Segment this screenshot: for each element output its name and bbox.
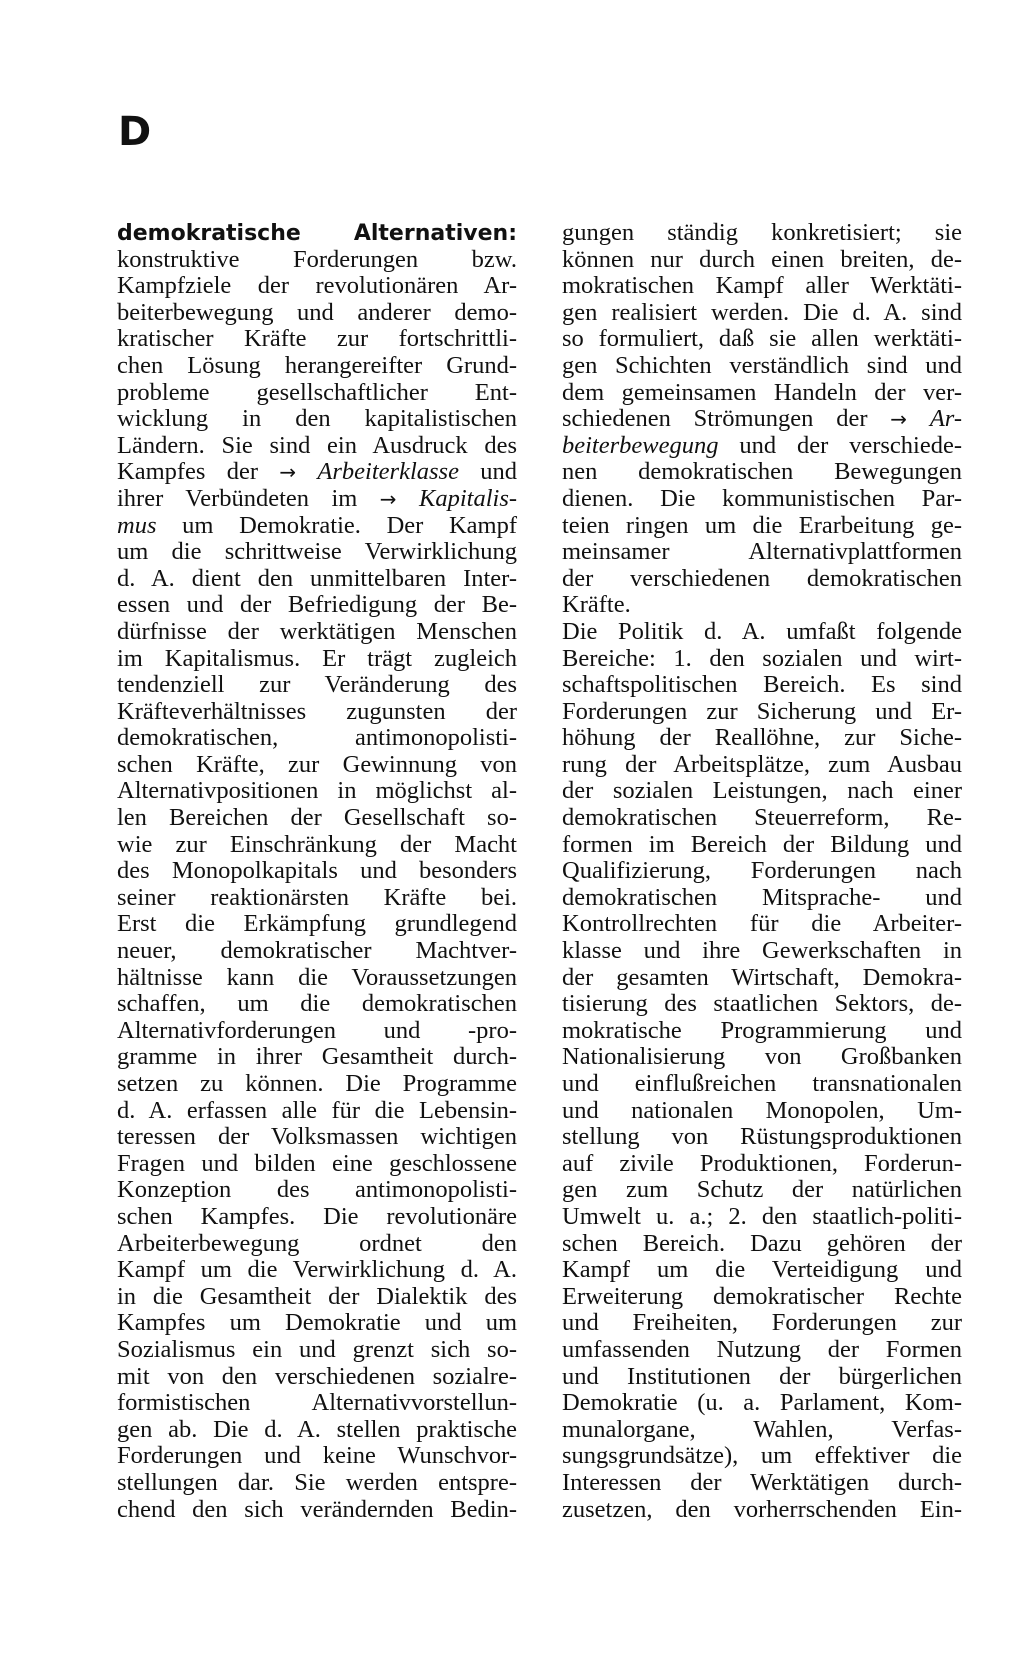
text-line: Kampf um die Verwirklichung d. A. — [117, 1256, 517, 1284]
text-line: stellungen dar. Sie werden entspre- — [117, 1468, 517, 1496]
text-line: Sozialismus ein und grenzt sich so- — [117, 1335, 517, 1363]
text-line: dienen. Die kommunistischen Par- — [562, 484, 962, 512]
text-line: chend den sich verändernden Bedin- — [117, 1495, 517, 1523]
text-line: formistischen Alternativvorstellun- — [117, 1389, 517, 1417]
paragraph-end-line: Kräfte. — [562, 591, 631, 619]
section-letter: D — [118, 109, 152, 155]
text-line: der sozialen Leistungen, nach einer — [562, 777, 962, 805]
text-line: höhung der Reallöhne, zur Siche- — [562, 724, 962, 752]
text-line: munalorgane, Wahlen, Verfas- — [562, 1415, 962, 1443]
text-line: gramme in ihrer Gesamtheit durch- — [117, 1043, 517, 1071]
text-line: dem gemeinsamen Handeln der ver- — [562, 378, 962, 406]
text-line: können nur durch einen breiten, de- — [562, 245, 962, 273]
text-line: zusetzen, den vorherrschenden Ein- — [562, 1495, 962, 1523]
text-line: Nationalisierung von Großbanken — [562, 1043, 962, 1071]
text-line: tendenziell zur Veränderung des — [117, 671, 517, 699]
text-line: Interessen der Werktätigen durch- — [562, 1468, 962, 1496]
text-line: so formuliert, daß sie allen werktäti- — [562, 325, 962, 353]
text-line: umfassenden Nutzung der Formen — [562, 1335, 962, 1363]
text-line: gungen ständig konkretisiert; sie — [562, 219, 962, 246]
text-line: der verschiedenen demokratischen — [562, 564, 962, 592]
cross-reference-arrow-icon: → — [279, 460, 297, 485]
text-line: formen im Bereich der Bildung und — [562, 830, 962, 858]
text-line — [562, 433, 962, 460]
text-line: und nationalen Monopolen, Um- — [562, 1096, 962, 1124]
text-line: hältnisse kann die Voraussetzungen — [117, 963, 517, 991]
cross-reference-link[interactable]: Arbeiterklasse — [317, 458, 459, 486]
text-line: wie zur Einschränkung der Macht — [117, 830, 517, 858]
text-line: Erst die Erkämpfung grundlegend — [117, 910, 517, 938]
text-line: um die schrittweise Verwirklichung — [117, 538, 517, 566]
text-line: mokratischen Kampf aller Werktäti- — [562, 272, 962, 300]
text-line: tisierung des staatlichen Sektors, de- — [562, 990, 962, 1018]
text-line — [117, 513, 517, 540]
text-line: schen Bereich. Dazu gehören der — [562, 1229, 962, 1257]
right-column — [562, 220, 962, 1523]
text-line: demokratischen, antimonopolisti- — [117, 724, 517, 752]
text-line: des Monopolkapitals und besonders — [117, 857, 517, 885]
text-fragment: und der verschiede- — [739, 431, 962, 459]
text-line: klasse und ihre Gewerkschaften in — [562, 937, 962, 965]
text-line: rung der Arbeitsplätze, zum Ausbau — [562, 750, 962, 778]
text-line: essen und der Befriedigung der Be- — [117, 591, 517, 619]
text-line: teien ringen um die Erarbeitung ge- — [562, 511, 962, 539]
text-line: neuer, demokratischer Machtver- — [117, 937, 517, 965]
text-line: im Kapitalismus. Er trägt zugleich — [117, 644, 517, 672]
text-line: auf zivile Produktionen, Forderun- — [562, 1149, 962, 1177]
text-line: beiterbewegung und anderer demo- — [117, 298, 517, 326]
text-line: seiner reaktionärsten Kräfte bei. — [117, 883, 517, 911]
text-line: kratischer Kräfte zur fortschrittli- — [117, 325, 517, 353]
text-line: Alternativpositionen in möglichst al- — [117, 777, 517, 805]
text-line: meinsamer Alternativplattformen — [562, 538, 962, 566]
text-line: d. A. dient den unmittelbaren Inter- — [117, 564, 517, 592]
cross-reference-link[interactable]: mus — [117, 511, 157, 539]
text-fragment: ihrer Verbündeten im — [117, 484, 358, 512]
headword: demokratische Alternativen: — [117, 221, 517, 246]
text-line: konstruktive Forderungen bzw. — [117, 245, 517, 273]
text-line: chen Lösung herangereifter Grund- — [117, 351, 517, 379]
text-line: gen Schichten verständlich sind und — [562, 351, 962, 379]
text-line — [562, 406, 962, 433]
cross-reference-link[interactable]: Ar- — [929, 405, 963, 433]
text-line: dürfnisse der werktätigen Menschen — [117, 617, 517, 645]
text-fragment: schiedenen Strömungen der — [562, 405, 868, 433]
text-line: d. A. erfassen alle für die Lebensin- — [117, 1096, 517, 1124]
text-line — [117, 459, 517, 486]
headword-line — [117, 220, 517, 247]
text-line: Forderungen und keine Wunschvor- — [117, 1442, 517, 1470]
text-line: schaftspolitischen Bereich. Es sind — [562, 671, 962, 699]
text-line: Kampfes um Demokratie und um — [117, 1309, 517, 1337]
text-line: Ländern. Sie sind ein Ausdruck des — [117, 431, 517, 459]
text-line: und einflußreichen transnationalen — [562, 1070, 962, 1097]
text-line: Alternativforderungen und -pro- — [117, 1016, 517, 1044]
text-line: Umwelt u. a.; 2. den staatlich-politi- — [562, 1202, 962, 1230]
text-line: Arbeiterbewegung ordnet den — [117, 1229, 517, 1257]
text-line: wicklung in den kapitalistischen — [117, 405, 517, 433]
text-line: demokratischen Steuerreform, Re- — [562, 804, 962, 832]
text-line: gen ab. Die d. A. stellen praktische — [117, 1415, 517, 1443]
text-fragment: um Demokratie. Der Kampf — [182, 511, 517, 539]
text-line: Kräfteverhältnisses zugunsten der — [117, 697, 517, 725]
cross-reference-arrow-icon: → — [379, 486, 397, 511]
cross-reference-arrow-icon: → — [890, 407, 908, 432]
text-line: len Bereichen der Gesellschaft so- — [117, 804, 517, 832]
text-line: teressen der Volksmassen wichtigen — [117, 1123, 517, 1151]
text-line: sungsgrundsätze), um effektiver die — [562, 1442, 962, 1470]
text-line: Bereiche: 1. den sozialen und wirt- — [562, 644, 962, 672]
cross-reference-link[interactable]: beiterbewegung — [562, 431, 719, 459]
text-line: schen Kräfte, zur Gewinnung von — [117, 750, 517, 778]
text-fragment: Kampfes der — [117, 458, 259, 486]
text-line: schen Kampfes. Die revolutionäre — [117, 1202, 517, 1230]
text-line: mit von den verschiedenen sozialre- — [117, 1362, 517, 1390]
text-line: Kampf um die Verteidigung und — [562, 1256, 962, 1284]
text-line: Die Politik d. A. umfaßt folgende — [562, 617, 962, 645]
text-line: Konzeption des antimonopolisti- — [117, 1176, 517, 1204]
text-fragment: und — [480, 458, 518, 486]
text-line: Demokratie (u. a. Parlament, Kom- — [562, 1389, 962, 1417]
text-line: Forderungen zur Sicherung und Er- — [562, 697, 962, 725]
text-line: Qualifizierung, Forderungen nach — [562, 857, 962, 885]
text-line — [117, 486, 517, 513]
text-line: und Institutionen der bürgerlichen — [562, 1362, 962, 1390]
text-line: in die Gesamtheit der Dialektik des — [117, 1282, 517, 1310]
cross-reference-link[interactable]: Kapitalis- — [419, 484, 518, 512]
text-line: demokratischen Mitsprache- und — [562, 883, 962, 911]
text-line: gen realisiert werden. Die d. A. sind — [562, 298, 962, 326]
text-line: schaffen, um die demokratischen — [117, 990, 517, 1018]
text-line: Kontrollrechten für die Arbeiter- — [562, 910, 962, 938]
text-line: stellung von Rüstungsproduktionen — [562, 1123, 962, 1151]
text-line: mokratische Programmierung und — [562, 1016, 962, 1044]
left-column — [117, 220, 517, 1523]
text-line: setzen zu können. Die Programme — [117, 1070, 517, 1097]
text-line: Erweiterung demokratischer Rechte — [562, 1282, 962, 1310]
text-line: der gesamten Wirtschaft, Demokra- — [562, 963, 962, 991]
text-line: Kampfziele der revolutionären Ar- — [117, 272, 517, 300]
text-line: nen demokratischen Bewegungen — [562, 458, 962, 486]
text-line: gen zum Schutz der natürlichen — [562, 1176, 962, 1204]
text-line: Fragen und bilden eine geschlossene — [117, 1149, 517, 1177]
text-line: und Freiheiten, Forderungen zur — [562, 1309, 962, 1337]
text-line: probleme gesellschaftlicher Ent- — [117, 378, 517, 406]
